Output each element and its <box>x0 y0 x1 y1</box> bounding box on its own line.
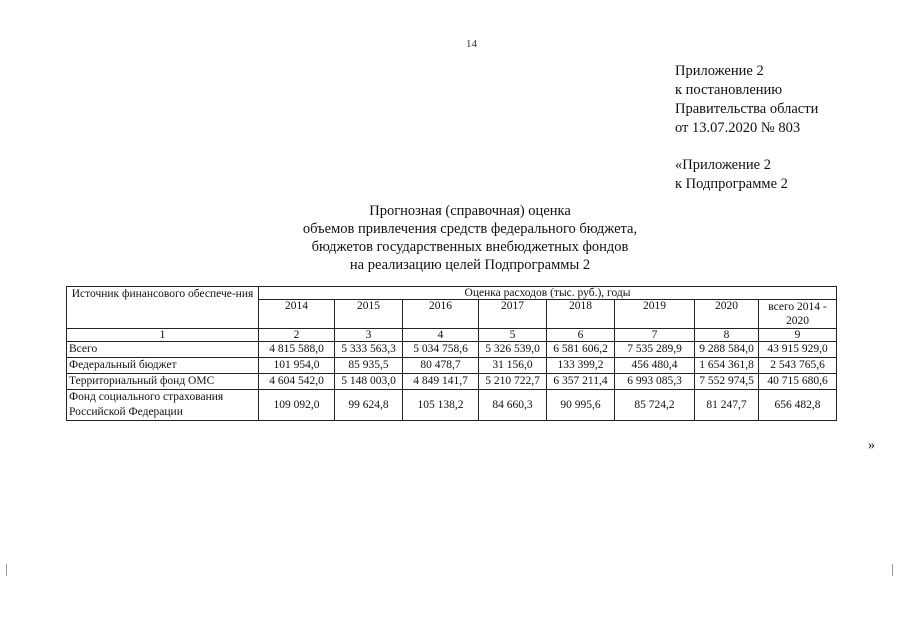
scan-mark <box>6 564 7 576</box>
year-header: 2018 <box>547 300 615 329</box>
appendix-gap <box>675 138 818 156</box>
value-cell: 81 247,7 <box>695 390 759 421</box>
appendix-line: Приложение 2 <box>675 63 764 79</box>
title-line: Прогнозная (справочная) оценка <box>369 203 571 219</box>
row-label: Фонд социального страхования Российской Федерации <box>67 390 259 421</box>
value-cell: 656 482,8 <box>759 390 837 421</box>
value-cell: 6 581 606,2 <box>547 342 615 358</box>
index-cell: 4 <box>403 329 479 342</box>
index-cell: 9 <box>759 329 837 342</box>
value-cell: 43 915 929,0 <box>759 342 837 358</box>
index-cell: 1 <box>67 329 259 342</box>
title-line: бюджетов государственных внебюджетных фондов <box>311 239 629 255</box>
appendix-inner-line: «Приложение 2 <box>675 157 771 173</box>
value-cell: 101 954,0 <box>259 358 335 374</box>
value-cell: 1 654 361,8 <box>695 358 759 374</box>
value-cell: 85 724,2 <box>615 390 695 421</box>
value-cell: 80 478,7 <box>403 358 479 374</box>
value-cell: 85 935,5 <box>335 358 403 374</box>
value-cell: 9 288 584,0 <box>695 342 759 358</box>
value-cell: 133 399,2 <box>547 358 615 374</box>
group-header: Оценка расходов (тыс. руб.), годы <box>259 287 837 300</box>
value-cell: 4 849 141,7 <box>403 374 479 390</box>
index-cell: 7 <box>615 329 695 342</box>
value-cell: 5 333 563,3 <box>335 342 403 358</box>
budget-table <box>66 286 837 421</box>
table-row <box>67 374 837 390</box>
value-cell: 5 326 539,0 <box>479 342 547 358</box>
value-cell: 84 660,3 <box>479 390 547 421</box>
index-cell: 5 <box>479 329 547 342</box>
year-header: 2017 <box>479 300 547 329</box>
value-cell: 6 357 211,4 <box>547 374 615 390</box>
total-header: всего 2014 - 2020 <box>759 300 837 329</box>
year-header: 2019 <box>615 300 695 329</box>
row-label: Федеральный бюджет <box>67 358 259 374</box>
year-header: 2016 <box>403 300 479 329</box>
index-cell: 2 <box>259 329 335 342</box>
value-cell: 5 148 003,0 <box>335 374 403 390</box>
table-row <box>67 390 837 421</box>
index-cell: 6 <box>547 329 615 342</box>
value-cell: 31 156,0 <box>479 358 547 374</box>
table-row <box>67 358 837 374</box>
row-label: Территориальный фонд ОМС <box>67 374 259 390</box>
row-label: Всего <box>67 342 259 358</box>
value-cell: 456 480,4 <box>615 358 695 374</box>
appendix-block <box>675 62 818 194</box>
closing-quote: » <box>868 438 875 453</box>
value-cell: 99 624,8 <box>335 390 403 421</box>
index-cell: 3 <box>335 329 403 342</box>
appendix-inner-line: к Подпрограмме 2 <box>675 176 788 192</box>
year-header: 2014 <box>259 300 335 329</box>
scan-mark <box>892 564 893 576</box>
value-cell: 6 993 085,3 <box>615 374 695 390</box>
page-number: 14 <box>466 38 477 50</box>
index-row <box>67 329 837 342</box>
value-cell: 2 543 765,6 <box>759 358 837 374</box>
value-cell: 4 815 588,0 <box>259 342 335 358</box>
table-row <box>67 342 837 358</box>
value-cell: 105 138,2 <box>403 390 479 421</box>
value-cell: 5 034 758,6 <box>403 342 479 358</box>
appendix-line: от 13.07.2020 № 803 <box>675 120 801 136</box>
document-title <box>230 202 710 274</box>
year-header: 2020 <box>695 300 759 329</box>
value-cell: 5 210 722,7 <box>479 374 547 390</box>
value-cell: 7 552 974,5 <box>695 374 759 390</box>
appendix-line: к постановлению <box>675 82 783 98</box>
index-cell: 8 <box>695 329 759 342</box>
value-cell: 90 995,6 <box>547 390 615 421</box>
appendix-line: Правительства области <box>675 101 819 117</box>
year-header: 2015 <box>335 300 403 329</box>
title-line: на реализацию целей Подпрограммы 2 <box>349 257 591 273</box>
value-cell: 4 604 542,0 <box>259 374 335 390</box>
value-cell: 40 715 680,6 <box>759 374 837 390</box>
source-header: Источник финансового обеспече-ния <box>67 287 259 329</box>
value-cell: 109 092,0 <box>259 390 335 421</box>
value-cell: 7 535 289,9 <box>615 342 695 358</box>
title-line: объемов привлечения средств федерального бюджета, <box>302 221 638 237</box>
